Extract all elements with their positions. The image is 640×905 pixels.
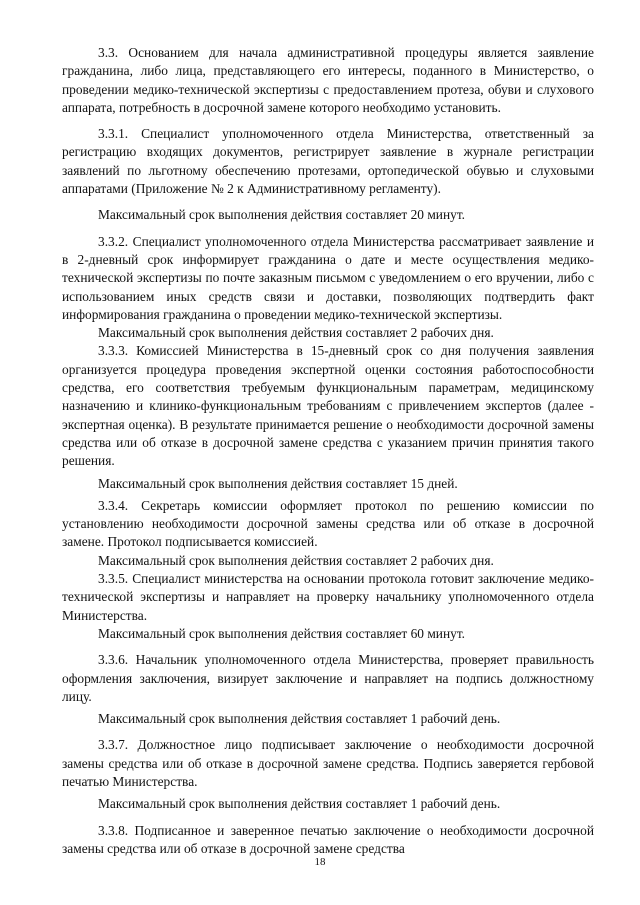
paragraph-3-3: 3.3. Основанием для начала административной процедуры является заявление гражданина, либо лица, представляющего его интересы, поданного в Министерство, о проведении медико-технической экспертизы с предоставлением протеза, обуви и слухового аппарата, потребность в досрочной замене которого необходимо установить. [62, 45, 594, 115]
paragraph-3-3-2: 3.3.2. Специалист уполномоченного отдела Министерства рассматривает заявление и в 2-дневный срок информирует гражданина о дате и месте осуществления медико-технической экспертизы по почте заказным письмом с уведомлением о его вручении, либо с использованием иных средств связи и доставки, позволяющих подтвердить факт информирования гражданина о проведении медико-технической экспертизы. [62, 233, 594, 322]
deadline-20-minutes: Максимальный срок выполнения действия составляет 20 минут. [98, 207, 466, 223]
deadline-1-working-day: Максимальный срок выполнения действия составляет 1 рабочий день. [98, 711, 501, 727]
deadline-60-minutes: Максимальный срок выполнения действия составляет 60 минут. [98, 625, 466, 641]
paragraph-3-3-3: 3.3.3. Комиссией Министерства в 15-дневный срок со дня получения заявления организуется процедура проведения экспертной оценки состояния работоспособности средства, его соответствия требуемым функциональным параметрам, медицинскому назначению и клинико-функциональным требованиям с привлечением экспертов (далее - экспертная оценка). В результате принимается решение о необходимости досрочной замены средства или об отказе в досрочной замене средства с указанием причин принятия такого решения. [62, 343, 594, 469]
paragraph-3-3-8: 3.3.8. Подписанное и заверенное печатью заключение о необходимости досрочной замены средства или об отказе в досрочной замене средства [62, 822, 594, 856]
deadline-2-working-days: Максимальный срок выполнения действия составляет 2 рабочих дня. [98, 325, 494, 341]
deadline-1-working-day-b: Максимальный срок выполнения действия составляет 1 рабочий день. [98, 796, 501, 812]
paragraph-3-3-1: 3.3.1. Специалист уполномоченного отдела Министерства, ответственный за регистрацию входящих документов, регистрирует заявление в журнале регистрации заявлений по льготному обеспечению протезами, ортопедической обувью и слуховыми аппаратами (Приложение № 2 к Административному регламенту). [62, 126, 594, 197]
deadline-2-working-days-b: Максимальный срок выполнения действия составляет 2 рабочих дня. [98, 552, 494, 568]
page-body [62, 44, 594, 858]
paragraph-3-3-4: 3.3.4. Секретарь комиссии оформляет протокол по решению комиссии по установлению необходимости досрочной замены средства или об отказе в досрочной замене. Протокол подписывается комиссией. [62, 497, 594, 550]
paragraph-3-3-6: 3.3.6. Начальник уполномоченного отдела Министерства, проверяет правильность оформления заключения, визирует заключение и направляет на подпись должностному лицу. [62, 652, 594, 704]
page-number: 18 [314, 856, 326, 868]
paragraph-3-3-5: 3.3.5. Специалист министерства на основании протокола готовит заключение медико-технической экспертизы и направляет на проверку начальнику уполномоченного отдела Министерства. [62, 571, 594, 623]
deadline-15-days: Максимальный срок выполнения действия составляет 15 дней. [98, 475, 458, 491]
paragraph-3-3-7: 3.3.7. Должностное лицо подписывает заключение о необходимости досрочной замены средства или об отказе в досрочной замене средства. Подпись заверяется гербовой печатью Министерства. [62, 737, 594, 789]
